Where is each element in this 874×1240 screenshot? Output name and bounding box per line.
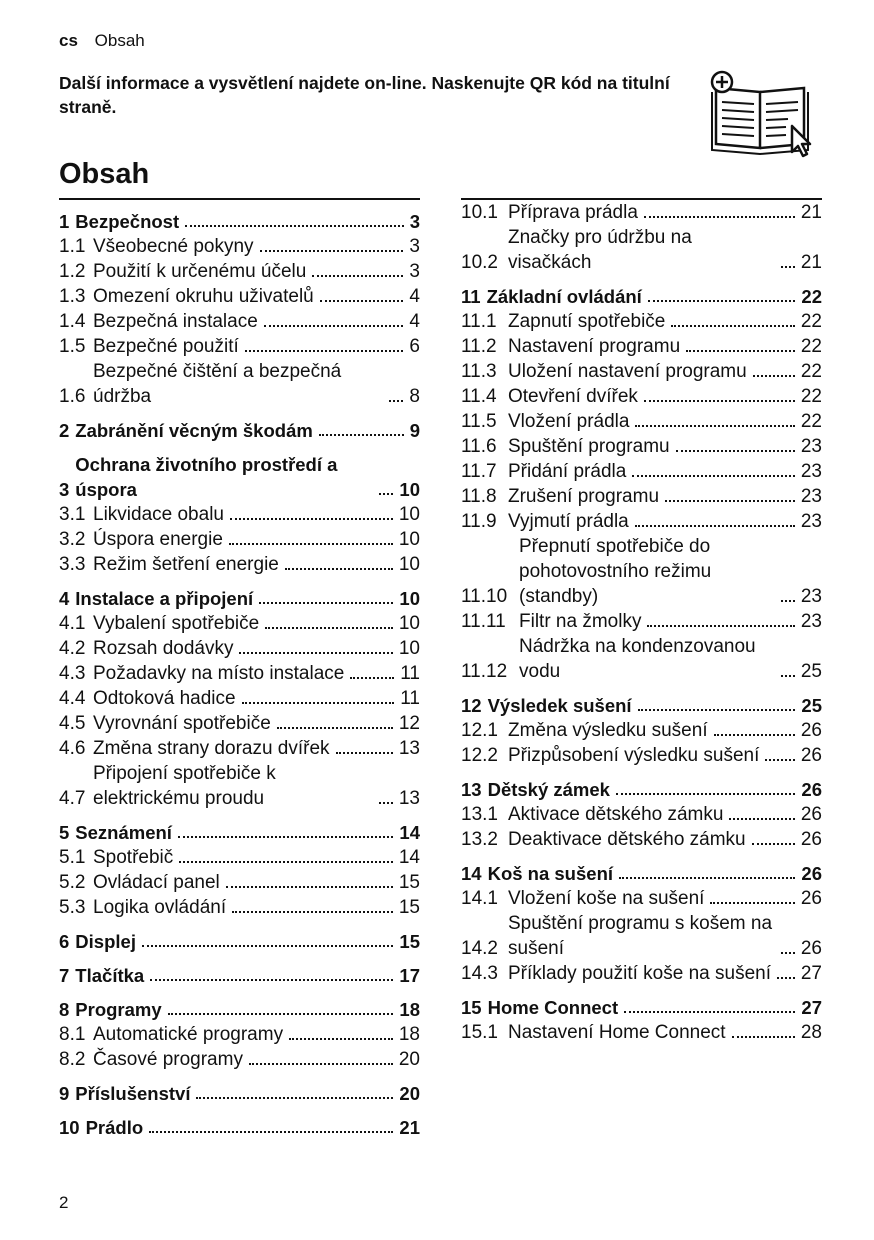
dot-leader: [676, 450, 795, 452]
toc-page-number: 4: [409, 286, 420, 307]
dot-leader: [168, 1013, 394, 1015]
toc-page-number: 23: [800, 586, 822, 607]
toc-entry-number: 3.2: [59, 529, 86, 550]
toc-subsection-entry[interactable]: [59, 686, 420, 711]
toc-page-number: 26: [800, 829, 822, 850]
toc-subsection-entry[interactable]: [461, 1020, 822, 1045]
toc-page-number: 20: [398, 1049, 420, 1070]
toc-page-number: 22: [800, 386, 822, 407]
toc-subsection-entry[interactable]: [461, 743, 822, 768]
dot-leader: [644, 400, 795, 402]
toc-entry-number: 5.1: [59, 847, 86, 868]
toc-entry-title: Přizpůsobení výsledku sušení: [508, 745, 760, 766]
dot-leader: [686, 350, 795, 352]
toc-entry-number: 10: [59, 1117, 80, 1138]
dot-leader: [389, 400, 403, 402]
toc-subsection-entry[interactable]: [59, 552, 420, 577]
toc-chapter-entry[interactable]: [461, 693, 822, 718]
toc-chapter-entry[interactable]: [461, 777, 822, 802]
dot-leader: [624, 1011, 795, 1013]
toc-page-number: 22: [800, 311, 822, 332]
toc-entry-title: Vybalení spotřebiče: [93, 613, 260, 634]
toc-entry-title: Dětský zámek: [487, 779, 610, 800]
toc-entry-number: 12.1: [461, 720, 498, 741]
toc-page-number: 10: [398, 638, 420, 659]
toc-entry-title: Filtr na žmolky: [519, 611, 642, 632]
dot-leader: [142, 945, 393, 947]
toc-entry-number: 2: [59, 420, 70, 441]
toc-subsection-entry[interactable]: [59, 234, 420, 259]
toc-entry-title: Bezpečné použití: [93, 336, 239, 357]
dot-leader: [277, 727, 393, 729]
toc-subsection-entry[interactable]: [461, 309, 822, 334]
toc-page-number: 18: [398, 1024, 420, 1045]
dot-leader: [635, 525, 795, 527]
dot-leader: [289, 1038, 393, 1040]
toc-entry-title: Zrušení programu: [508, 486, 660, 507]
toc-entry-title: Home Connect: [487, 997, 619, 1018]
toc-entry-number: 7: [59, 965, 70, 986]
toc-page-number: 21: [800, 252, 822, 273]
toc-page-number: 15: [398, 897, 420, 918]
dot-leader: [753, 375, 795, 377]
toc-subsection-entry[interactable]: [461, 359, 822, 384]
toc-entry-title: Použití k určenému účelu: [93, 261, 307, 282]
toc-chapter-entry[interactable]: [59, 820, 420, 845]
toc-entry-number: 8.1: [59, 1024, 86, 1045]
toc-entry-number: 4.2: [59, 638, 86, 659]
toc-entry-number: 4.3: [59, 663, 86, 684]
toc-page-number: 25: [801, 695, 822, 716]
toc-chapter-entry[interactable]: [59, 963, 420, 988]
dot-leader: [179, 861, 393, 863]
toc-entry-number: 11: [461, 286, 481, 307]
toc-entry-title: Bezpečnost: [75, 211, 180, 232]
toc-page-number: 13: [398, 738, 420, 759]
toc-subsection-entry[interactable]: [461, 434, 822, 459]
toc-entry-number: 15: [461, 997, 482, 1018]
toc-entry-title: Uložení nastavení programu: [508, 361, 747, 382]
toc-entry-title: Tlačítka: [75, 965, 145, 986]
toc-page-number: 26: [800, 804, 822, 825]
toc-entry-number: 11.7: [461, 461, 497, 482]
toc-entry-title: Nastavení Home Connect: [508, 1022, 726, 1043]
dot-leader: [781, 675, 795, 677]
toc-entry-number: 13.2: [461, 829, 498, 850]
toc-entry-number: 14.1: [461, 888, 498, 909]
dot-leader: [714, 734, 795, 736]
dot-leader: [232, 911, 393, 913]
toc-entry-title: Instalace a připojení: [75, 588, 254, 609]
toc-page-number: 4: [409, 311, 420, 332]
toc-entry-number: 4.5: [59, 713, 86, 734]
dot-leader: [196, 1097, 393, 1099]
toc-entry-title: Seznámení: [75, 822, 172, 843]
toc-entry-title: Zapnutí spotřebiče: [508, 311, 666, 332]
dot-leader: [264, 325, 404, 327]
toc-page-number: 10: [398, 554, 420, 575]
toc-page-number: 20: [399, 1083, 420, 1104]
dot-leader: [644, 216, 795, 218]
toc-page-number: 18: [399, 999, 420, 1020]
toc-page-number: 26: [800, 888, 822, 909]
toc-subsection-entry[interactable]: [59, 611, 420, 636]
toc-page-number: 11: [400, 663, 420, 684]
toc-entry-title: Bezpečné čištění a bezpečná údržba: [93, 361, 342, 407]
dot-leader: [350, 677, 394, 679]
toc-entry-title: Základní ovládání: [486, 286, 642, 307]
toc-page-number: 27: [800, 963, 822, 984]
toc-page-number: 26: [801, 863, 822, 884]
dot-leader: [336, 752, 393, 754]
toc-entry-title: Všeobecné pokyny: [93, 236, 254, 257]
toc-page-number: 10: [398, 613, 420, 634]
toc-entry-number: 5: [59, 822, 70, 843]
dot-leader: [178, 836, 393, 838]
book-with-cursor-icon: [708, 70, 816, 158]
toc-subsection-entry[interactable]: [461, 802, 822, 827]
toc-entry-number: 13: [461, 779, 482, 800]
toc-page-number: 10: [398, 529, 420, 550]
dot-leader: [150, 979, 393, 981]
toc-entry-number: 11.9: [461, 511, 497, 532]
toc-entry-title: Spuštění programu: [508, 436, 670, 457]
toc-subsection-entry[interactable]: [461, 718, 822, 743]
page-number: 2: [59, 1193, 69, 1212]
toc-subsection-entry[interactable]: [59, 711, 420, 736]
toc-page-number: 22: [801, 286, 822, 307]
toc-chapter-entry[interactable]: [59, 209, 420, 234]
dot-leader: [242, 702, 395, 704]
toc-chapter-entry[interactable]: [59, 452, 420, 502]
toc-page-number: 25: [800, 661, 822, 682]
toc-entry-number: 11.5: [461, 411, 497, 432]
toc-subsection-entry[interactable]: [59, 527, 420, 552]
language-code: cs: [59, 31, 78, 50]
toc-entry-title: Otevření dvířek: [508, 386, 638, 407]
toc-entry-title: Nádržka na kondenzovanou vodu: [519, 636, 756, 682]
toc-page-number: 26: [800, 938, 822, 959]
dot-leader: [149, 1131, 393, 1133]
toc-entry-number: 15.1: [461, 1022, 498, 1043]
toc-entry-number: 11.3: [461, 361, 497, 382]
toc-entry-title: Spotřebič: [93, 847, 174, 868]
dot-leader: [185, 225, 404, 227]
toc-entry-number: 10.2: [461, 252, 498, 273]
toc-entry-number: 11.10: [461, 586, 508, 607]
toc-column-left: [59, 200, 420, 1140]
toc-entry-title: Programy: [75, 999, 162, 1020]
toc-page-number: 27: [801, 997, 822, 1018]
toc-page-number: 23: [800, 461, 822, 482]
toc-entry-number: 4: [59, 588, 70, 609]
toc-chapter-entry[interactable]: [59, 586, 420, 611]
dot-leader: [665, 500, 795, 502]
toc-entry-title: Ochrana životního prostředí a úspora: [75, 454, 338, 500]
toc-page-number: 9: [409, 420, 420, 441]
intro-note: Další informace a vysvětlení najdete on-line. Naskenujte QR kód na titulní straně.: [59, 73, 670, 117]
toc-page-number: 21: [800, 202, 822, 223]
toc-entry-number: 4.1: [59, 613, 86, 634]
page-title: Obsah: [59, 158, 150, 190]
toc-entry-number: 8.2: [59, 1049, 86, 1070]
toc-entry-title: Příprava prádla: [508, 202, 638, 223]
dot-leader: [632, 475, 795, 477]
toc-entry-title: Vložení koše na sušení: [508, 888, 705, 909]
toc-entry-number: 11.1: [461, 311, 497, 332]
dot-leader: [260, 250, 404, 252]
toc-subsection-entry[interactable]: [461, 334, 822, 359]
dot-leader: [781, 600, 795, 602]
toc-entry-title: Zabránění věcným škodám: [75, 420, 313, 441]
toc-entry-number: 11.11: [461, 611, 506, 632]
toc-subsection-entry[interactable]: [59, 845, 420, 870]
dot-leader: [239, 652, 392, 654]
toc-page-number: 11: [400, 688, 420, 709]
toc-entry-title: Připojení spotřebiče k elektrickému proudu: [93, 763, 276, 809]
dot-leader: [230, 518, 393, 520]
toc-page-number: 6: [409, 336, 420, 357]
dot-leader: [647, 625, 794, 627]
toc-page-number: 28: [800, 1022, 822, 1043]
toc-chapter-entry[interactable]: [59, 1115, 420, 1140]
toc-page-number: 12: [398, 713, 420, 734]
toc-entry-title: Logika ovládání: [93, 897, 227, 918]
toc-entry-title: Displej: [75, 931, 136, 952]
dot-leader: [777, 977, 795, 979]
toc-subsection-entry[interactable]: [59, 661, 420, 686]
toc-entry-title: Režim šetření energie: [93, 554, 279, 575]
toc-subsection-entry[interactable]: [461, 384, 822, 409]
toc-subsection-entry[interactable]: [461, 484, 822, 509]
dot-leader: [285, 568, 393, 570]
toc-subsection-entry[interactable]: [461, 634, 822, 684]
toc-chapter-entry[interactable]: [461, 284, 822, 309]
toc-page-number: 15: [399, 931, 420, 952]
toc-subsection-entry[interactable]: [461, 827, 822, 852]
toc-entry-number: 11.6: [461, 436, 497, 457]
toc-entry-title: Vyjmutí prádla: [508, 511, 629, 532]
toc-subsection-entry[interactable]: [59, 309, 420, 334]
toc-page-number: 26: [800, 745, 822, 766]
dot-leader: [635, 425, 794, 427]
toc-entry-title: Rozsah dodávky: [93, 638, 234, 659]
toc-entry-title: Deaktivace dětského zámku: [508, 829, 746, 850]
toc-entry-number: 14.3: [461, 963, 498, 984]
toc-subsection-entry[interactable]: [59, 359, 420, 409]
toc-page-number: 17: [399, 965, 420, 986]
toc-page-number: 22: [800, 411, 822, 432]
toc-entry-title: Výsledek sušení: [487, 695, 632, 716]
toc-entry-number: 11.2: [461, 336, 497, 357]
dot-leader: [752, 843, 795, 845]
toc-entry-number: 14.2: [461, 938, 498, 959]
toc-page-number: 14: [399, 822, 420, 843]
toc-entry-number: 3: [59, 479, 70, 500]
dot-leader: [245, 350, 404, 352]
toc-page-number: 23: [800, 436, 822, 457]
toc-subsection-entry[interactable]: [461, 225, 822, 275]
toc-entry-title: Aktivace dětského zámku: [508, 804, 724, 825]
toc-subsection-entry[interactable]: [461, 200, 822, 225]
toc-entry-number: 11.8: [461, 486, 497, 507]
toc-entry-title: Odtoková hadice: [93, 688, 236, 709]
dot-leader: [320, 300, 404, 302]
toc-entry-title: Přidání prádla: [508, 461, 627, 482]
toc-page-number: 26: [801, 779, 822, 800]
toc-entry-number: 1.6: [59, 386, 86, 407]
toc-entry-number: 1.4: [59, 311, 86, 332]
toc-entry-number: 5.2: [59, 872, 86, 893]
toc-entry-number: 4.6: [59, 738, 86, 759]
toc-entry-number: 5.3: [59, 897, 86, 918]
toc-subsection-entry[interactable]: [461, 609, 822, 634]
dot-leader: [781, 266, 795, 268]
toc-entry-number: 10.1: [461, 202, 498, 223]
running-header: [59, 31, 145, 51]
toc-chapter-entry[interactable]: [461, 861, 822, 886]
toc-entry-number: 1: [59, 211, 70, 232]
dot-leader: [265, 627, 393, 629]
toc-entry-title: Prádlo: [85, 1117, 144, 1138]
toc-chapter-entry[interactable]: [461, 995, 822, 1020]
toc-page-number: 22: [800, 336, 822, 357]
toc-chapter-entry[interactable]: [59, 1081, 420, 1106]
toc-entry-title: Časové programy: [93, 1049, 243, 1070]
dot-leader: [710, 902, 794, 904]
toc-chapter-entry[interactable]: [59, 929, 420, 954]
toc-entry-title: Koš na sušení: [487, 863, 614, 884]
toc-subsection-entry[interactable]: [59, 334, 420, 359]
toc-entry-number: 1.5: [59, 336, 86, 357]
toc-page-number: 23: [800, 486, 822, 507]
dot-leader: [259, 602, 393, 604]
toc-page-number: 3: [409, 236, 420, 257]
dot-leader: [732, 1036, 795, 1038]
toc-subsection-entry[interactable]: [59, 284, 420, 309]
toc-entry-number: 1.2: [59, 261, 86, 282]
toc-page-number: 13: [398, 788, 420, 809]
toc-page-number: 14: [398, 847, 420, 868]
toc-page-number: 23: [800, 511, 822, 532]
toc-chapter-entry[interactable]: [59, 418, 420, 443]
toc-entry-title: Omezení okruhu uživatelů: [93, 286, 314, 307]
toc-entry-number: 4.4: [59, 688, 86, 709]
dot-leader: [229, 543, 393, 545]
toc-entry-number: 3.1: [59, 504, 86, 525]
toc-entry-title: Likvidace obalu: [93, 504, 224, 525]
toc-entry-title: Spuštění programu s košem na sušení: [508, 913, 773, 959]
toc-entry-number: 13.1: [461, 804, 498, 825]
dot-leader: [638, 709, 796, 711]
toc-entry-title: Úspora energie: [93, 529, 223, 550]
toc-column-right: [461, 200, 822, 1045]
toc-entry-title: Vyrovnání spotřebiče: [93, 713, 271, 734]
dot-leader: [729, 818, 794, 820]
toc-subsection-entry[interactable]: [461, 534, 822, 609]
toc-subsection-entry[interactable]: [461, 509, 822, 534]
toc-entry-number: 11.4: [461, 386, 497, 407]
toc-entry-number: 8: [59, 999, 70, 1020]
dot-leader: [781, 952, 795, 954]
toc-entry-number: 1.1: [59, 236, 86, 257]
toc-entry-number: 12.2: [461, 745, 498, 766]
toc-subsection-entry[interactable]: [59, 1047, 420, 1072]
dot-leader: [619, 877, 795, 879]
dot-leader: [226, 886, 393, 888]
dot-leader: [249, 1063, 393, 1065]
toc-entry-title: Příslušenství: [75, 1083, 191, 1104]
toc-subsection-entry[interactable]: [461, 886, 822, 911]
toc-subsection-entry[interactable]: [461, 409, 822, 434]
toc-subsection-entry[interactable]: [59, 895, 420, 920]
dot-leader: [671, 325, 794, 327]
toc-page-number: 8: [409, 386, 420, 407]
toc-entry-title: Změna výsledku sušení: [508, 720, 708, 741]
toc-subsection-entry[interactable]: [59, 870, 420, 895]
toc-entry-number: 1.3: [59, 286, 86, 307]
toc-page-number: 3: [409, 261, 420, 282]
toc-entry-title: Značky pro údržbu na visačkách: [508, 227, 692, 273]
toc-page-number: 26: [800, 720, 822, 741]
toc-subsection-entry[interactable]: [461, 961, 822, 986]
toc-entry-title: Příklady použití koše na sušení: [508, 963, 771, 984]
toc-subsection-entry[interactable]: [59, 736, 420, 761]
toc-entry-number: 3.3: [59, 554, 86, 575]
toc-subsection-entry[interactable]: [59, 502, 420, 527]
toc-page-number: 22: [800, 361, 822, 382]
toc-entry-number: 14: [461, 863, 482, 884]
toc-entry-number: 6: [59, 931, 70, 952]
dot-leader: [379, 493, 393, 495]
toc-entry-number: 4.7: [59, 788, 86, 809]
toc-entry-title: Bezpečná instalace: [93, 311, 258, 332]
dot-leader: [648, 300, 796, 302]
toc-entry-number: 9: [59, 1083, 70, 1104]
toc-entry-title: Nastavení programu: [508, 336, 681, 357]
toc-entry-title: Změna strany dorazu dvířek: [93, 738, 330, 759]
dot-leader: [379, 802, 393, 804]
toc-subsection-entry[interactable]: [59, 761, 420, 811]
dot-leader: [312, 275, 403, 277]
toc-entry-title: Přepnutí spotřebiče do pohotovostního režimu (standby): [519, 536, 712, 607]
toc-page-number: 10: [398, 504, 420, 525]
dot-leader: [616, 793, 795, 795]
toc-subsection-entry[interactable]: [59, 636, 420, 661]
toc-subsection-entry[interactable]: [59, 259, 420, 284]
toc-entry-title: Požadavky na místo instalace: [93, 663, 345, 684]
toc-page-number: 10: [399, 588, 420, 609]
toc-chapter-entry[interactable]: [59, 997, 420, 1022]
dot-leader: [319, 434, 404, 436]
toc-subsection-entry[interactable]: [461, 911, 822, 961]
toc-page-number: 3: [409, 211, 420, 232]
toc-entry-number: 11.12: [461, 661, 508, 682]
toc-page-number: 15: [398, 872, 420, 893]
toc-entry-title: Ovládací panel: [93, 872, 220, 893]
toc-entry-number: 12: [461, 695, 482, 716]
toc-page-number: 21: [399, 1117, 420, 1138]
toc-subsection-entry[interactable]: [461, 459, 822, 484]
toc-entry-title: Vložení prádla: [508, 411, 630, 432]
dot-leader: [765, 759, 794, 761]
toc-page-number: 23: [800, 611, 822, 632]
header-section-title: Obsah: [94, 31, 145, 50]
toc-entry-title: Automatické programy: [93, 1024, 284, 1045]
toc-page-number: 10: [399, 479, 420, 500]
toc-subsection-entry[interactable]: [59, 1022, 420, 1047]
